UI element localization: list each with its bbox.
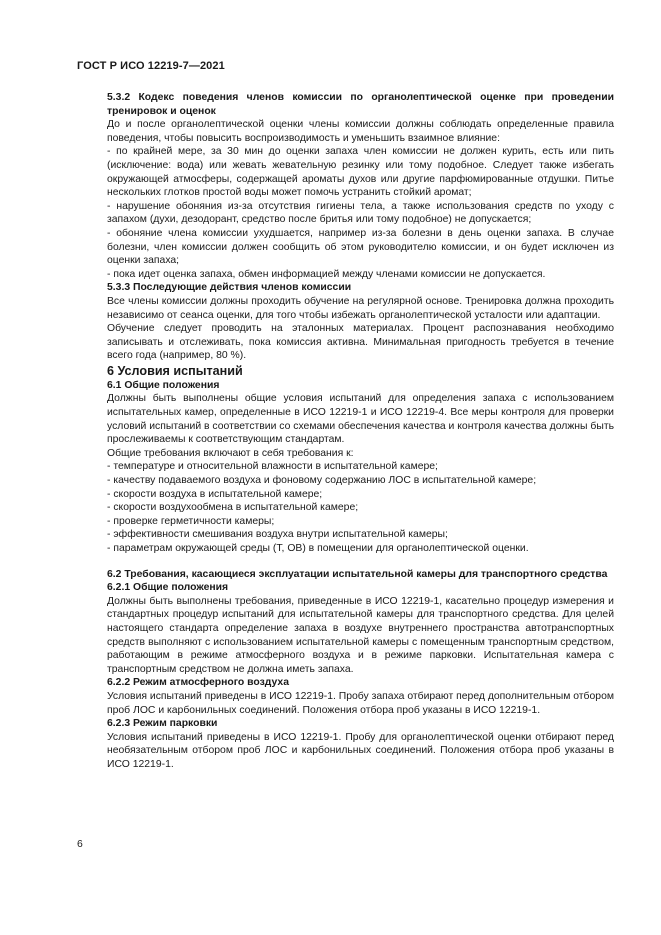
- list-item: - проверке герметичности камеры;: [107, 515, 275, 527]
- page-number: 6: [77, 839, 83, 850]
- section-6-2-2-heading: 6.2.2 Режим атмосферного воздуха: [107, 677, 289, 689]
- list-item: - качеству подаваемого воздуха и фоновому содержанию ЛОС в испытательной камере;: [107, 475, 537, 487]
- list-item: - нарушение обоняния из-за отсутствия гигиены тела, а также использования средств по уходу с запахом (духи, дезодорант, средство после бритья или тому подобное) не допускается;: [107, 200, 614, 226]
- document-header: ГОСТ Р ИСО 12219-7—2021: [77, 60, 225, 72]
- list-item: - пока идет оценка запаха, обмен информацией между членами комиссии не допускается.: [107, 268, 546, 280]
- paragraph: Общие требования включают в себя требования к:: [107, 447, 354, 459]
- list-item: - параметрам окружающей среды (Т, ОВ) в помещении для органолептической оценки.: [107, 543, 529, 554]
- section-6-heading: 6 Условия испытаний: [107, 363, 243, 378]
- section-6-2-heading: 6.2 Требования, касающиеся эксплуатации испытательной камеры для транспортного средства: [107, 568, 608, 580]
- paragraph: Обучение следует проводить на эталонных материалах. Процент распознавания необходимо записывать и отслеживать, пока комиссия активна. Минимальная пригодность требуется в течение всего года (например, 80 %).: [107, 323, 614, 362]
- page-content: [107, 91, 614, 772]
- list-item: - эффективности смешивания воздуха внутри испытательной камеры;: [107, 529, 448, 541]
- paragraph: До и после органолептической оценки члены комиссии должны соблюдать определенные правила поведения, чтобы повысить воспроизводимость и уменьшить взаимное влияние:: [107, 119, 614, 144]
- list-item: - по крайней мере, за 30 мин до оценки запаха член комиссии не должен курить, есть или пить (исключение: вода) или жевать жевательную резинку или тому подобное. Следует также избегать окружающей атмосферы, содержащей ароматы духов или другие парфюмированные отдушки. Питье нескольких глотков простой воды может помочь устранить стойкий аромат;: [107, 146, 614, 199]
- paragraph: Условия испытаний приведены в ИСО 12219-1. Пробу запаха отбирают перед дополнительным отбором проб ЛОС и карбонильных соединений. Положения отбора проб указаны в ИСО 12219-1.: [107, 690, 614, 716]
- section-5-3-2-heading: 5.3.2 Кодекс поведения членов комиссии по органолептической оценке при проведении тренировок и оценок: [107, 92, 614, 117]
- list-item: - скорости воздухообмена в испытательной камере;: [107, 502, 359, 514]
- section-5-3-3-heading: 5.3.3 Последующие действия членов комиссии: [107, 282, 352, 294]
- paragraph: Должны быть выполнены требования, приведенные в ИСО 12219-1, касательно процедур измерения и стандартных процедур испытаний для испытательной камеры для транспортного средства. Для целей настоящего стандарта определение запаха в воздухе внутреннего пространства автотранспортных средств выполняют с использованием испытательной камеры с помещенным транспортным средством, работающим в режиме атмосферного воздуха и в режиме парковки. Испытательная камера с транспортным средством не должна иметь запаха.: [107, 595, 614, 675]
- list-item: - температуре и относительной влажности в испытательной камере;: [107, 461, 438, 473]
- paragraph: Должны быть выполнены общие условия испытаний для определения запаха с использованием испытательных камер, определенные в ИСО 12219-1 и ИСО 12219-4. Все меры контроля для проверки условий испытаний в соответствии со схемами обеспечения качества и контроля качества должны быть прослеживаемы к соответствующим стандартам.: [107, 393, 614, 446]
- paragraph: Все члены комиссии должны проходить обучение на регулярной основе. Тренировка должна проходить независимо от сеанса оценки, для того чтобы избежать органолептической усталости или адаптации.: [107, 295, 614, 321]
- list-item: - обоняние члена комиссии ухудшается, например из-за болезни в день оценки запаха. В случае болезни, член комиссии должен сообщить об этом руководителю комиссии, и он будет исключен из оценки запаха;: [107, 227, 614, 267]
- list-item: - скорости воздуха в испытательной камере;: [107, 488, 323, 500]
- section-6-2-3-heading: 6.2.3 Режим парковки: [107, 718, 218, 730]
- section-6-2-1-heading: 6.2.1 Общие положения: [107, 582, 229, 594]
- section-6-1-heading: 6.1 Общие положения: [107, 379, 220, 391]
- paragraph: Условия испытаний приведены в ИСО 12219-1. Пробу для органолептической оценки отбирают перед необязательным отбором проб ЛОС и карбонильных соединений. Положения отбора проб указаны в ИСО 12219-1.: [107, 731, 614, 770]
